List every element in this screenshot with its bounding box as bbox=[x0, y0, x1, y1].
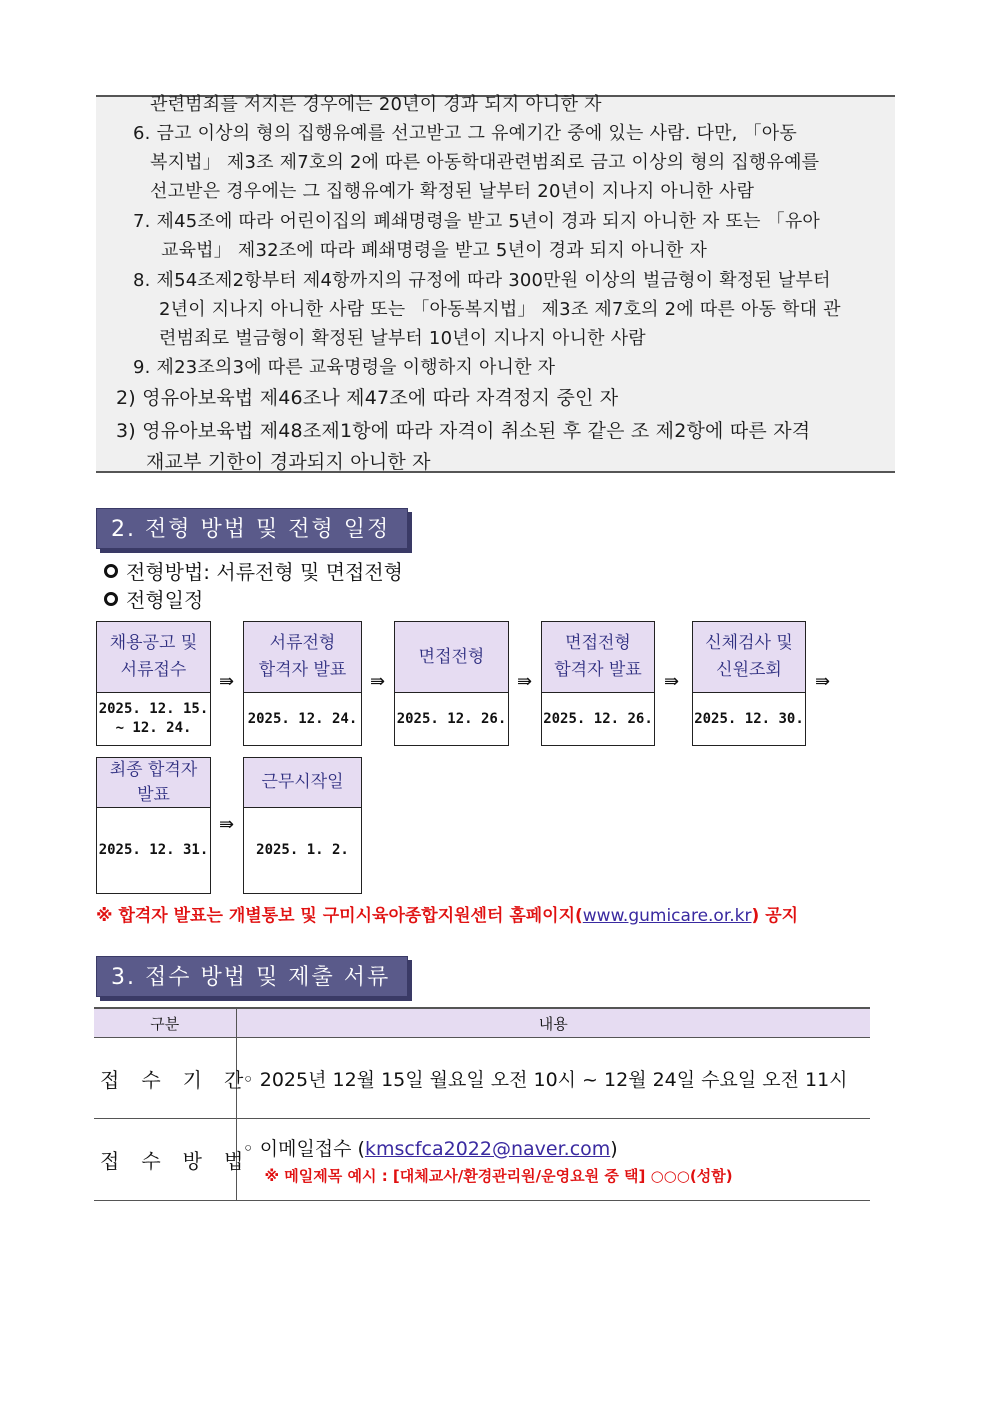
section-3-title: 3. 접수 방법 및 제출 서류 bbox=[96, 956, 408, 997]
eligibility-line: 2) 영유아보육법 제46조나 제47조에 따라 자격정지 중인 자 bbox=[116, 387, 619, 409]
eligibility-line: 3) 영유아보육법 제48조제1항에 따라 자격이 취소된 후 같은 조 제2항에 따른 자격 bbox=[116, 420, 811, 442]
application-table bbox=[94, 1007, 870, 1201]
schedule-step: 최종 합격자 발표 2025. 12. 31. bbox=[96, 757, 211, 894]
homepage-link[interactable]: www.gumicare.or.kr bbox=[582, 906, 752, 926]
eligibility-line: 6. 금고 이상의 형의 집행유예를 선고받고 그 유예기간 중에 있는 사람. 다만, 「아동 bbox=[133, 123, 797, 144]
eligibility-line: 교육법」 제32조에 따라 폐쇄명령을 받고 5년이 경과 되지 아니한 자 bbox=[161, 240, 708, 261]
email-subject-note: ※ 메일제목 예시 : [대체교사/환경관리원/운영요원 중 택] ○○○(성함) bbox=[264, 1166, 733, 1185]
schedule-step: 면접전형 2025. 12. 26. bbox=[394, 621, 509, 746]
eligibility-line: 8. 제54조제2항부터 제4항까지의 규정에 따라 300만원 이상의 벌금형이 확정된 날부터 bbox=[133, 270, 831, 291]
arrow-right-icon: ⇛ bbox=[219, 671, 235, 692]
eligibility-line: 재교부 기한이 경과되지 아니한 자 bbox=[146, 451, 431, 473]
result-notice: ※ 합격자 발표는 개별통보 및 구미시육아종합지원센터 홈페이지(www.gumicare.or.kr) 공지 bbox=[96, 906, 799, 926]
arrow-right-icon: ⇛ bbox=[517, 671, 533, 692]
eligibility-line: 선고받은 경우에는 그 집행유예가 확정된 날부터 20년이 지나지 아니한 사람 bbox=[150, 181, 755, 202]
eligibility-line: 복지법」 제3조 제7호의 2에 따른 아동학대관련범죄로 금고 이상의 형의 집행유예를 bbox=[150, 152, 820, 173]
method-text: 전형방법: 서류전형 및 면접전형 bbox=[126, 560, 403, 584]
eligibility-line: 9. 제23조의3에 따른 교육명령을 이행하지 아니한 자 bbox=[133, 357, 556, 378]
arrow-right-icon: ⇛ bbox=[370, 671, 386, 692]
eligibility-line: 련범죄로 벌금형이 확정된 날부터 10년이 지나지 아니한 사람 bbox=[159, 328, 646, 349]
schedule-step: 신체검사 및 신원조회 2025. 12. 30. bbox=[692, 621, 806, 746]
schedule-label: 전형일정 bbox=[126, 588, 204, 612]
schedule-step: 근무시작일 2025. 1. 2. bbox=[243, 757, 362, 894]
circle-bullet-icon bbox=[104, 564, 118, 578]
eligibility-line: 2년이 지나지 아니한 사람 또는 「아동복지법」 제3조 제7호의 2에 따른 아동 학대 관 bbox=[159, 299, 841, 320]
schedule-step: 면접전형 합격자 발표 2025. 12. 26. bbox=[541, 621, 655, 746]
table-header: 내용 bbox=[236, 1008, 870, 1038]
row-label: 접수방법 bbox=[94, 1119, 236, 1201]
table-header: 구분 bbox=[94, 1008, 236, 1038]
email-link[interactable]: kmscfca2022@naver.com bbox=[364, 1137, 611, 1160]
section-2-title: 2. 전형 방법 및 전형 일정 bbox=[96, 508, 408, 549]
row-label: 접수기간 bbox=[94, 1038, 236, 1119]
schedule-step: 채용공고 및 서류접수 2025. 12. 15. ~ 12. 24. bbox=[96, 621, 211, 746]
row-value: ◦ 2025년 12월 15일 월요일 오전 10시 ~ 12월 24일 수요일 오전 11시 bbox=[236, 1038, 870, 1119]
schedule-bullet bbox=[104, 587, 203, 613]
eligibility-line: 관련범죄를 저지른 경우에는 20년이 경과 되지 아니한 자 bbox=[150, 94, 602, 115]
table-row bbox=[94, 1038, 870, 1119]
circle-bullet-icon bbox=[104, 592, 118, 606]
method-bullet bbox=[104, 559, 403, 585]
arrow-right-icon: ⇛ bbox=[219, 814, 235, 835]
arrow-right-icon: ⇛ bbox=[815, 671, 831, 692]
eligibility-line: 7. 제45조에 따라 어린이집의 폐쇄명령을 받고 5년이 경과 되지 아니한 자 또는 「유아 bbox=[133, 211, 821, 232]
table-row bbox=[94, 1119, 870, 1201]
row-value: ◦ 이메일접수 (kmscfca2022@naver.com) ※ 메일제목 예시 : [대체교사/환경관리원/운영요원 중 택] ○○○(성함) bbox=[236, 1119, 870, 1201]
arrow-right-icon: ⇛ bbox=[664, 671, 680, 692]
schedule-step: 서류전형 합격자 발표 2025. 12. 24. bbox=[243, 621, 362, 746]
